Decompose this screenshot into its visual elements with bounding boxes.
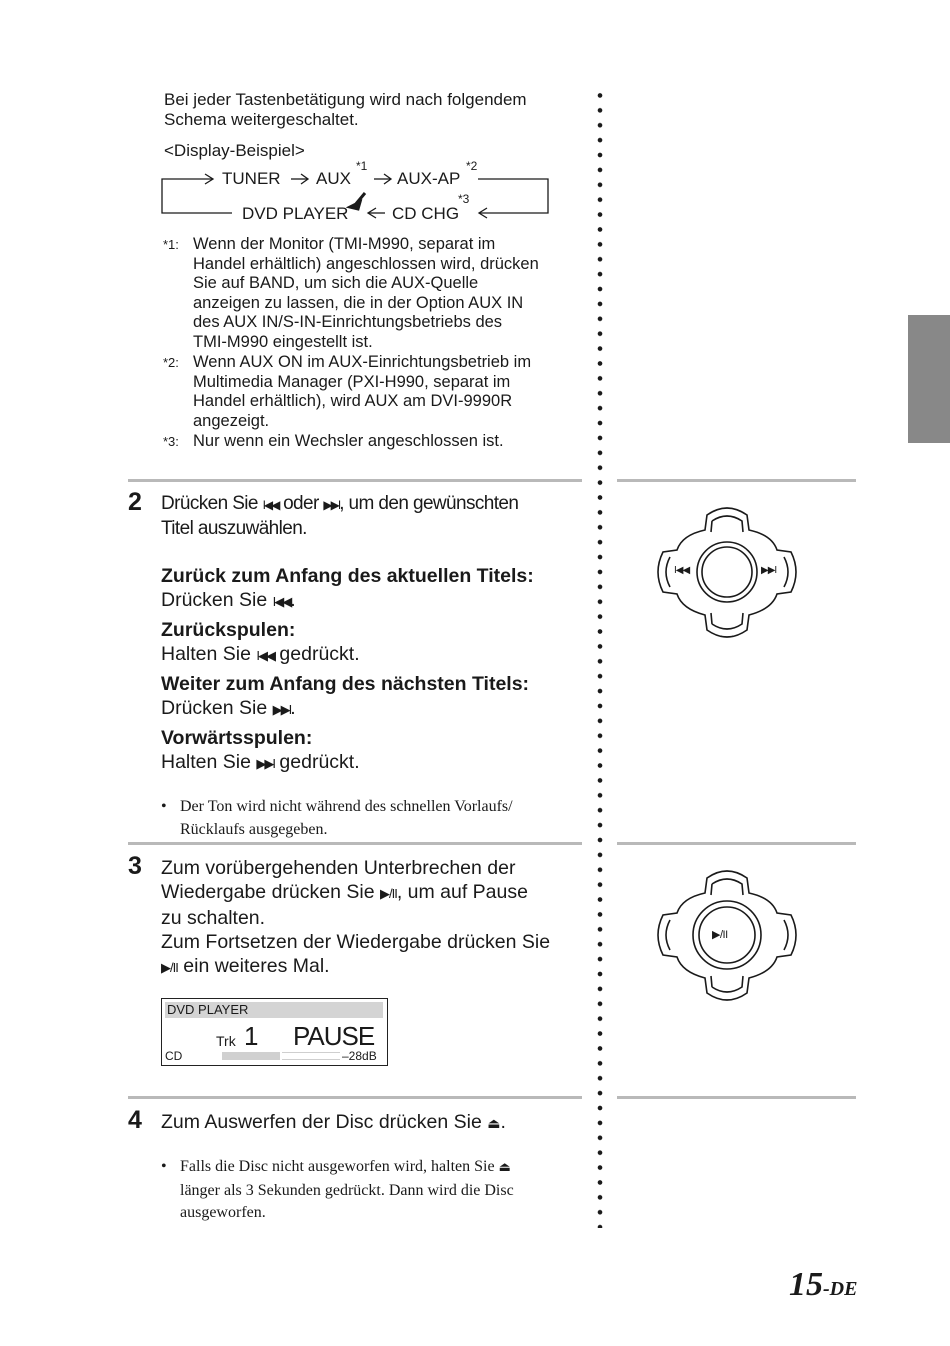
footnote-3-text	[193, 432, 588, 452]
flow-aux: AUX	[316, 169, 351, 188]
footnote-line: Multimedia Manager (PXI-H990, separat im	[193, 372, 511, 391]
footnote-1-text	[193, 235, 588, 353]
footnote-line: TMI-M990 eingestellt ist.	[193, 332, 373, 351]
step-2-bullet	[161, 796, 571, 842]
lcd-track-number: 1	[244, 1021, 259, 1051]
lcd-trk-label: Trk	[216, 1033, 236, 1049]
flow-arrows	[0, 0, 950, 230]
step-2-number: 2	[128, 488, 142, 516]
step-4-line: .	[500, 1111, 506, 1133]
flow-aux-ap: AUX-AP	[397, 169, 461, 188]
item-heading: Zurückspulen:	[161, 619, 296, 641]
section-rule	[128, 479, 582, 482]
section-rule	[128, 1096, 582, 1099]
lcd-source: DVD PLAYER	[165, 1002, 383, 1018]
item-text: .	[290, 697, 296, 719]
step-3-line: Zum vorübergehenden Unterbrechen der	[161, 857, 516, 879]
footnote-3	[163, 432, 593, 452]
footnote-line: Wenn AUX ON im AUX-Einrichtungsbetrieb im	[193, 353, 532, 371]
bullet-line: Der Ton wird nicht während des schnellen Vorlaufs/	[180, 798, 513, 815]
lcd-status: PAUSE	[293, 1021, 375, 1051]
step-3-text	[161, 856, 586, 980]
step-2-item-4	[161, 726, 360, 776]
section-tab	[908, 315, 950, 443]
step-2-text-a: Drücken Sie	[161, 493, 258, 514]
step-2-item-2	[161, 618, 360, 668]
bullet-line: länger als 3 Sekunden gedrückt. Dann wird die Disc	[180, 1181, 514, 1199]
lcd-level-bar	[282, 1052, 340, 1060]
bullet-line: ausgeworfen.	[180, 1204, 266, 1221]
page-number-value: 15	[789, 1266, 823, 1303]
step-3-number: 3	[128, 852, 142, 880]
item-text: .	[290, 589, 296, 611]
item-text: Halten Sie	[161, 643, 251, 665]
intro-line-2: Schema weitergeschaltet.	[164, 110, 359, 129]
section-rule	[617, 1096, 856, 1099]
play-pause-icon: ▶/II	[712, 929, 728, 941]
footnote-1	[163, 235, 593, 353]
step-2-item-3	[161, 672, 529, 722]
flow-cd-chg-mark: *3	[458, 192, 470, 206]
skip-back-icon: I◀◀	[674, 565, 690, 576]
flow-aux-mark: *1	[356, 159, 368, 173]
footnote-line: Wenn der Monitor (TMI-M990, separat im	[193, 235, 496, 253]
item-text: gedrückt.	[279, 751, 360, 773]
lcd-disc: CD	[165, 1049, 183, 1063]
footnote-1-mark: *1:	[163, 237, 179, 252]
footnote-2-mark: *2:	[163, 355, 179, 370]
bullet-line: Rücklaufs ausgegeben.	[180, 820, 328, 838]
skip-back-icon: I◀◀	[272, 594, 291, 609]
play-pause-icon: ▶/II	[161, 960, 178, 975]
eject-icon: ⏏	[487, 1115, 501, 1131]
item-text: gedrückt.	[279, 643, 360, 665]
page-number	[789, 1265, 857, 1309]
item-heading: Zurück zum Anfang des aktuellen Titels:	[161, 565, 534, 587]
page-number-suffix: -DE	[823, 1278, 858, 1300]
footnote-line: anzeigen zu lassen, die in der Option AUX IN	[193, 293, 524, 312]
footnote-line: Sie auf BAND, um sich die AUX-Quelle	[193, 274, 479, 293]
step-2-text-b: oder	[283, 493, 319, 514]
step-2-text-c: , um den gewünschten	[339, 493, 519, 514]
lcd-level-bar	[222, 1052, 280, 1060]
flow-aux-ap-mark: *2	[466, 159, 478, 173]
step-4-bullet	[161, 1156, 571, 1226]
eject-icon: ⏏	[498, 1160, 511, 1175]
item-heading: Vorwärtsspulen:	[161, 727, 313, 749]
controller-illustration-skip	[657, 505, 797, 640]
step-4-text	[161, 1110, 586, 1135]
item-text: Halten Sie	[161, 751, 251, 773]
step-3-line: zu schalten.	[161, 907, 266, 929]
section-rule	[617, 842, 856, 845]
bullet-dot: •	[161, 798, 167, 815]
step-2-text-line2: Titel auszuwählen.	[161, 518, 307, 539]
footnote-2-text	[193, 353, 588, 431]
flow-cd-chg: CD CHG	[392, 204, 460, 223]
item-heading: Weiter zum Anfang des nächsten Titels:	[161, 673, 530, 695]
bullet-line: Falls die Disc nicht ausgeworfen wird, halten Sie	[180, 1158, 495, 1175]
footnote-line: des AUX IN/S-IN-Einrichtungsbetriebs des	[193, 313, 503, 332]
footnote-line: Handel erhältlich), wird AUX am DVI-9990R	[193, 392, 513, 411]
skip-forward-icon: ▶▶I	[323, 498, 340, 512]
step-3-line: Wiedergabe drücken Sie	[161, 881, 375, 903]
lcd-display	[161, 998, 388, 1066]
step-2-text	[161, 492, 586, 541]
footnote-line: angezeigt.	[193, 411, 270, 430]
step-4-line: Zum Auswerfen der Disc drücken Sie	[161, 1111, 482, 1133]
skip-back-icon: I◀◀	[256, 648, 274, 663]
intro-line-1: Bei jeder Tastenbetätigung wird nach folgendem	[164, 90, 527, 109]
skip-forward-icon: ▶▶I	[256, 756, 274, 771]
step-3-line: ein weiteres Mal.	[183, 955, 330, 977]
footnote-line: Nur wenn ein Wechsler angeschlossen ist.	[193, 432, 504, 450]
item-text: Drücken Sie	[161, 589, 268, 611]
step-3-line: Zum Fortsetzen der Wiedergabe drücken Sie	[161, 931, 551, 953]
bullet-dot: •	[161, 1158, 167, 1175]
lcd-volume: –28dB	[342, 1049, 377, 1063]
display-example-label: <Display-Beispiel>	[164, 141, 305, 160]
footnote-line: Handel erhältlich) angeschlossen wird, drücken	[193, 254, 539, 273]
flow-dvd-player: DVD PLAYER	[242, 204, 349, 223]
step-4-number: 4	[128, 1106, 142, 1134]
flow-tuner: TUNER	[222, 169, 281, 188]
controller-illustration-play-pause	[657, 868, 797, 1003]
step-2-item-1	[161, 564, 534, 614]
skip-back-icon: I◀◀	[262, 498, 279, 512]
footnote-3-mark: *3:	[163, 434, 179, 449]
section-rule	[128, 842, 582, 845]
footnote-2	[163, 353, 593, 433]
item-text: Drücken Sie	[161, 697, 268, 719]
mode-flow-diagram	[0, 0, 950, 230]
skip-forward-icon: ▶▶I	[761, 565, 777, 576]
step-3-line: , um auf Pause	[396, 881, 528, 903]
skip-forward-icon: ▶▶I	[272, 702, 291, 717]
play-pause-icon: ▶/II	[379, 886, 397, 901]
section-rule	[617, 479, 856, 482]
dotted-column-divider	[597, 88, 603, 1228]
